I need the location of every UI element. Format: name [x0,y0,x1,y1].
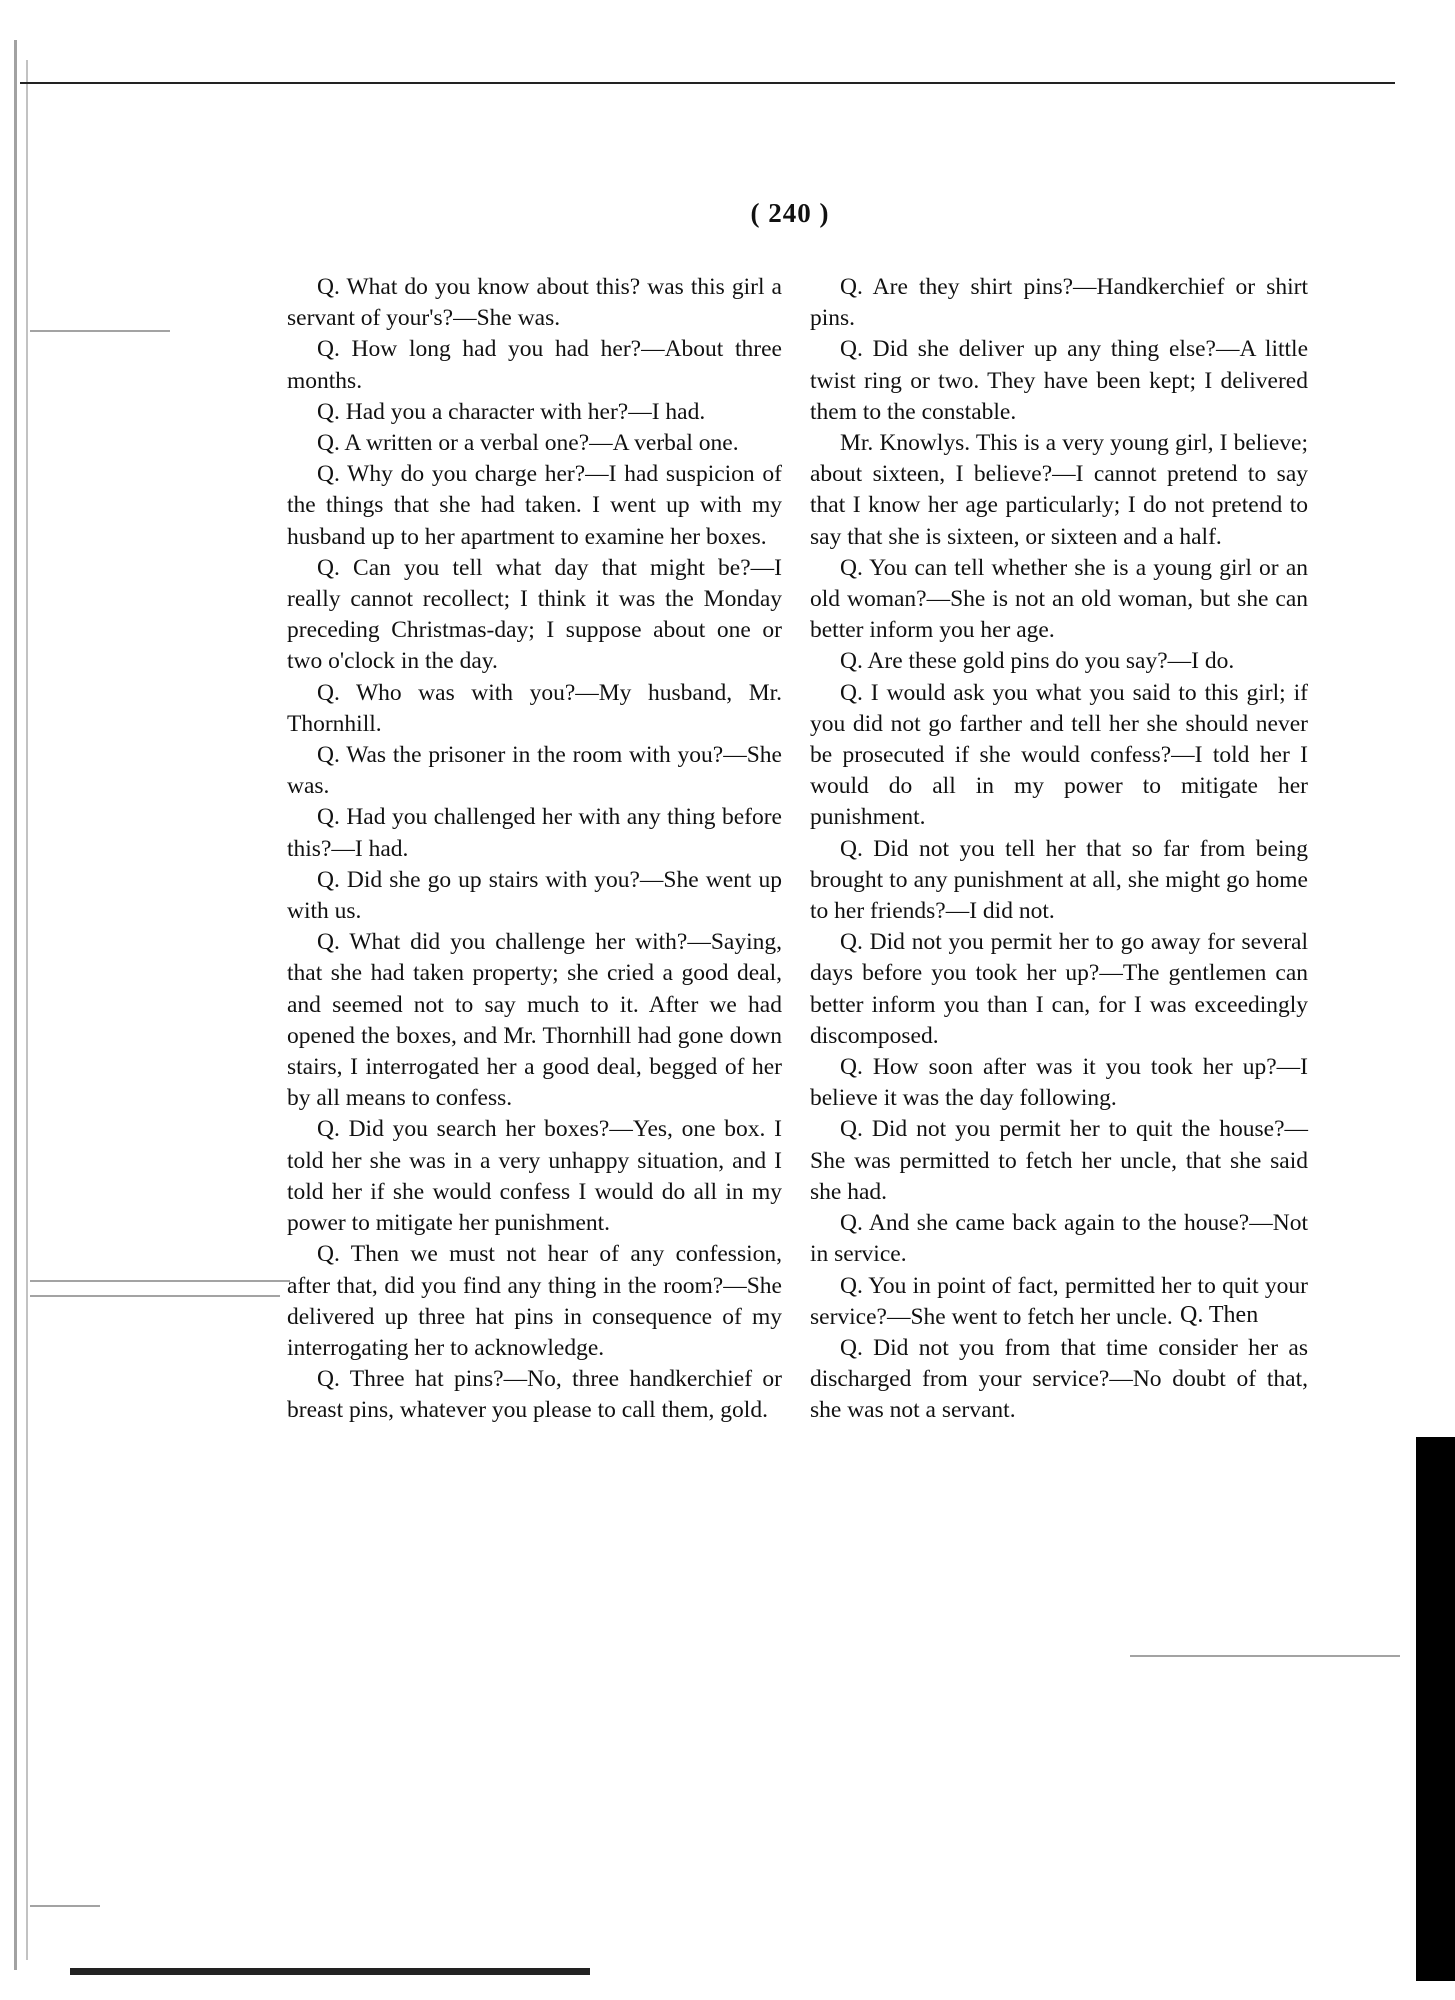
paragraph: Q. Did she go up stairs with you?—She went up with us. [287,866,782,925]
paragraph: Q. And she came back again to the house?—Not in service. [810,1210,1308,1268]
paragraph: Q. A written or a verbal one?—A verbal one. [317,430,739,457]
paragraph: Q. Did she deliver up any thing else?—A little twist ring or two. They have been kept; I delivered them to the constable. [810,336,1308,425]
paragraph: Q. Why do you charge her?—I had suspicion of the things that she had taken. I went up with my husband up to her apartment to examine her boxes. [287,461,782,550]
scan-edge-shadow [14,40,17,1970]
paragraph: Q. Can you tell what day that might be?—I really cannot recollect; I think it was the Monday preceding Christmas-day; I suppose about one or two o'clock in the day. [287,554,782,675]
margin-mark [30,1905,100,1907]
paragraph: Q. You can tell whether she is a young girl or an old woman?—She is not an old woman, but she can better inform you her age. [810,554,1308,644]
paragraph: Q. Did not you tell her that so far from being brought to any punishment at all, she might go home to her friends?—I did not. [810,835,1308,925]
paragraph: Q. Did not you permit her to quit the house?—She was permitted to fetch her uncle, that she said she had. [810,1116,1308,1205]
paragraph: Q. How soon after was it you took her up?—I believe it was the day following. [810,1054,1308,1112]
paragraph: Q. I would ask you what you said to this girl; if you did not go farther and tell her she should never be prosecuted if she would confess?—I told her I would do all in my power to mitigate her punishment. [810,679,1308,831]
margin-mark [30,330,170,332]
paragraph: Q. Had you a character with her?—I had. [317,398,706,425]
paragraph: Q. Did you search her boxes?—Yes, one box. I told her she was in a very unhappy situation, and I told her if she would confess I would do all in my power to mitigate her punishment. [287,1116,782,1237]
scan-edge-black-bar [1416,1437,1455,1981]
page-number: ( 240 ) [750,198,830,228]
paragraph: Q. You in point of fact, permitted her to quit your service?—She went to fetch her uncle. [810,1272,1308,1330]
catchword: Q. Then [1180,1302,1259,1328]
right-column [810,272,1308,1427]
margin-mark [1130,1655,1400,1657]
left-column [287,272,782,1427]
margin-mark [30,1295,280,1297]
scan-edge-shadow-inner [26,60,28,1960]
paragraph: Q. What do you know about this? was this girl a servant of your's?—She was. [287,274,782,332]
paragraph: Q. What did you challenge her with?—Saying, that she had taken property; she cried a good deal, and seemed not to say much to it. After we had opened the boxes, and Mr. Thornhill had gone down stairs, I interrogated her a good deal, begged of her by all means to confess. [287,929,782,1112]
paragraph: Q. Then we must not hear of any confession, after that, did you find any thing in the room?—She delivered up three hat pins in consequence of my interrogating her to acknowledge. [287,1241,782,1361]
paragraph: Q. Are these gold pins do you say?—I do. [840,648,1235,675]
paragraph: Q. Are they shirt pins?—Handkerchief or shirt pins. [810,274,1308,332]
paragraph: Q. Who was with you?—My husband, Mr. Thornhill. [287,679,782,737]
margin-mark [30,1280,290,1282]
top-rule [20,82,1395,84]
paragraph: Q. Three hat pins?—No, three handkerchief or breast pins, whatever you please to call them, gold. [287,1366,782,1424]
paragraph: Q. Did not you permit her to go away for several days before you took her up?—The gentlemen can better inform you than I can, for I was exceedingly discomposed. [810,929,1308,1049]
paragraph: Q. Had you challenged her with any thing before this?—I had. [287,804,782,862]
paragraph: Q. Was the prisoner in the room with you?—She was. [287,742,782,800]
paragraph: Q. Did not you from that time consider her as discharged from your service?—No doubt of that, she was not a servant. [810,1334,1308,1424]
paragraph: Mr. Knowlys. This is a very young girl, I believe; about sixteen, I believe?—I cannot pretend to say that I know her age particularly; I do not pretend to say that she is sixteen, or sixteen and a half. [810,430,1308,550]
scan-bottom-bar [70,1968,590,1975]
paragraph: Q. How long had you had her?—About three months. [287,336,782,394]
